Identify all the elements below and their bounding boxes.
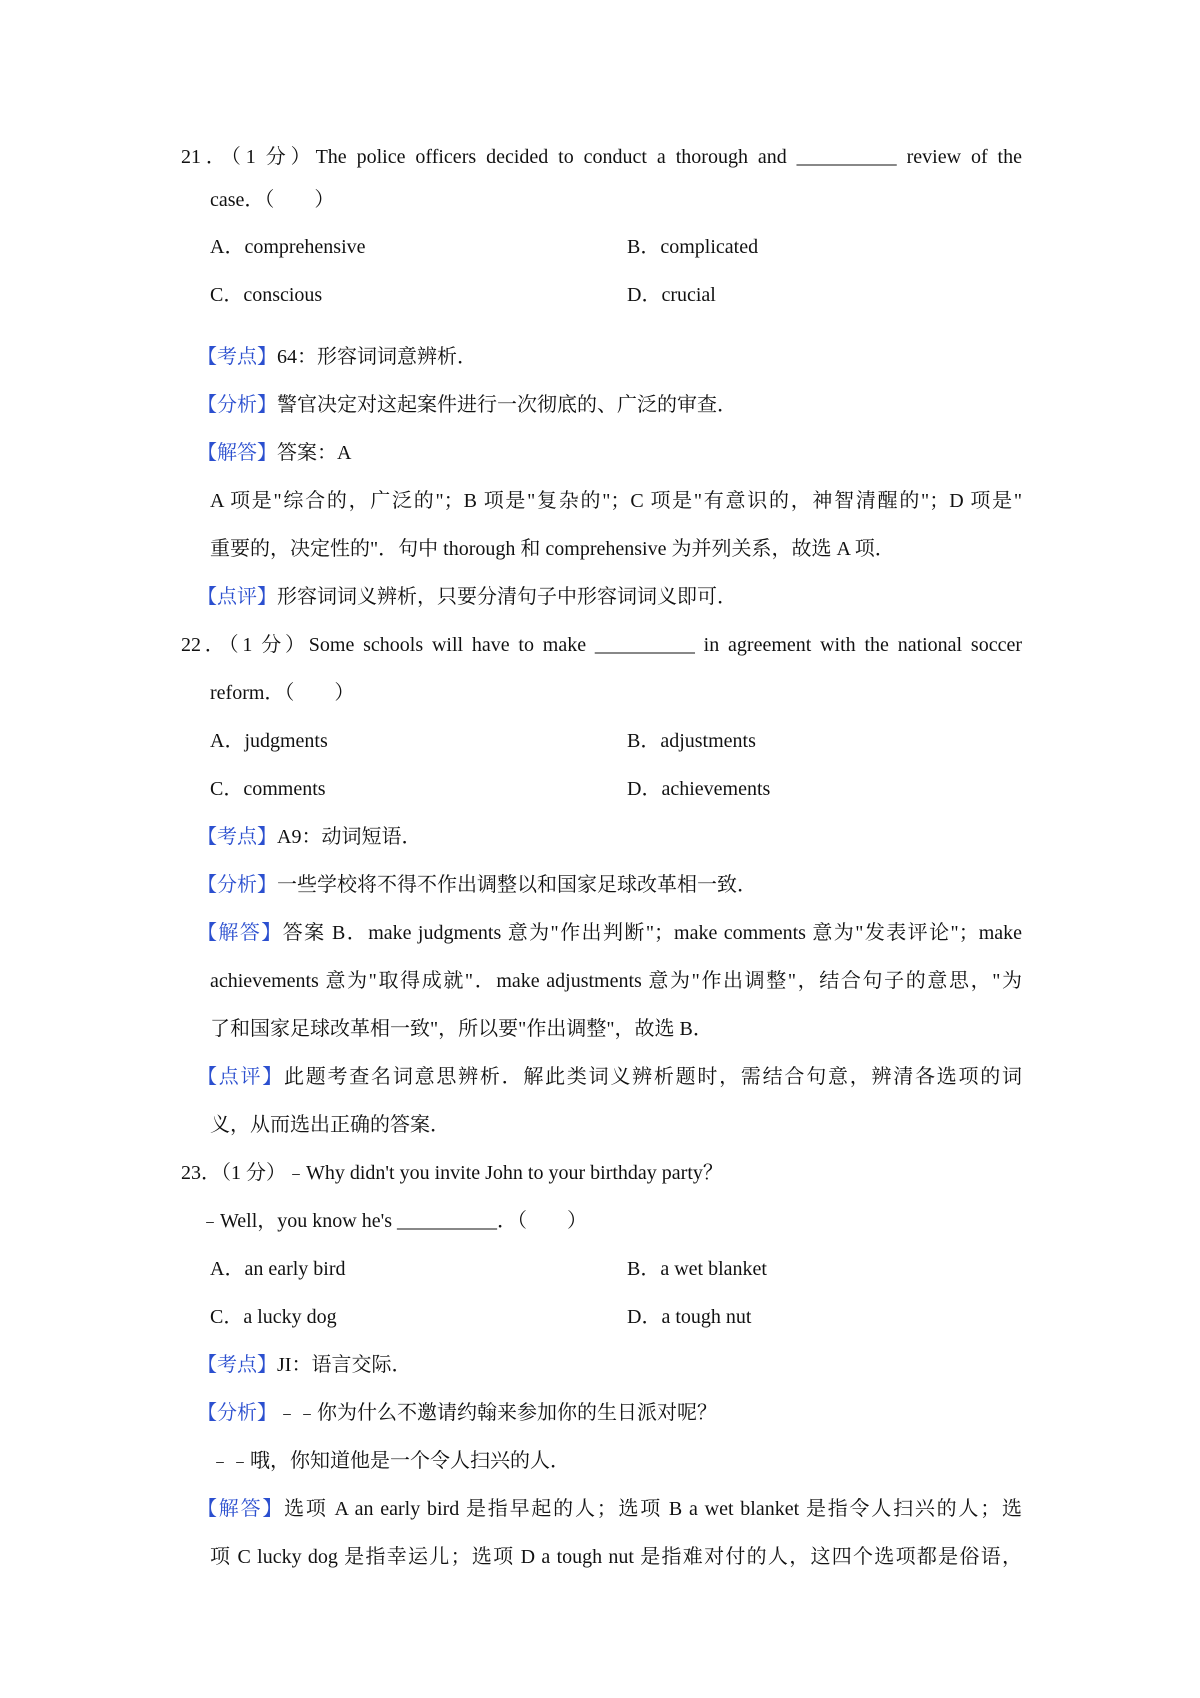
fenxi-text: ﹣﹣你为什么不邀请约翰来参加你的生日派对呢？ bbox=[277, 1402, 717, 1424]
question-22-jieda-line3: 了和国家足球改革相一致"，所以要"作出调整"，故选 B． bbox=[210, 1018, 713, 1040]
question-23-stem-line1: 23．（1 分）﹣Why didn't you invite John to your birthday party？ bbox=[181, 1162, 723, 1184]
question-21-stem-line2: case．（ ） bbox=[210, 189, 335, 211]
jieda-text: 答案 B．make judgments 意为"作出判断"；make comments 意为"发表评论"；make bbox=[282, 922, 1023, 944]
kaodian-text: 64：形容词词意辨析． bbox=[277, 346, 477, 368]
fenxi-tag: 【分析】 bbox=[197, 1402, 277, 1424]
question-21-option-d: D．crucial bbox=[627, 284, 716, 306]
kaodian-tag: 【考点】 bbox=[197, 346, 277, 368]
question-21-option-c: C．conscious bbox=[210, 284, 323, 306]
question-22-jieda-line1 bbox=[197, 919, 1022, 947]
question-22-stem-line1: 22．（1 分）Some schools will have to make __________ in agreement with the national soccer bbox=[181, 634, 1022, 656]
question-22-jieda-line2: achievements 意为"取得成就"．make adjustments 意为"作出调整"，结合句子的意思，"为 bbox=[210, 970, 1022, 992]
fenxi-tag: 【分析】 bbox=[197, 394, 277, 416]
question-23-option-a: A．an early bird bbox=[210, 1258, 346, 1280]
dianping-text: 形容词词义辨析，只要分清句子中形容词词义即可． bbox=[277, 586, 737, 608]
question-22-option-b: B．adjustments bbox=[627, 730, 756, 752]
question-23-fenxi-line2: ﹣﹣哦，你知道他是一个令人扫兴的人． bbox=[210, 1450, 570, 1472]
question-21-option-a: A．comprehensive bbox=[210, 236, 366, 258]
question-23-fenxi bbox=[197, 1399, 717, 1427]
question-21-jieda bbox=[197, 439, 351, 467]
question-23-jieda-line1 bbox=[197, 1495, 1022, 1523]
question-22-stem-line2: reform．（ ） bbox=[210, 682, 355, 704]
question-21-explain-line2: 重要的，决定性的"．句中 thorough 和 comprehensive 为并列关系，故选 A 项． bbox=[210, 538, 895, 560]
kaodian-text: JI：语言交际． bbox=[277, 1354, 412, 1376]
question-21-kaodian bbox=[197, 343, 477, 371]
question-22-option-a: A．judgments bbox=[210, 730, 328, 752]
question-23-option-b: B．a wet blanket bbox=[627, 1258, 767, 1280]
kaodian-text: A9：动词短语． bbox=[277, 826, 422, 848]
question-23-stem-line2: ﹣Well，you know he's __________．（ ） bbox=[200, 1210, 587, 1232]
jieda-tag: 【解答】 bbox=[197, 922, 283, 944]
kaodian-tag: 【考点】 bbox=[197, 1354, 277, 1376]
fenxi-text: 警官决定对这起案件进行一次彻底的、广泛的审查． bbox=[277, 394, 737, 416]
question-22-kaodian bbox=[197, 823, 421, 851]
question-23-option-d: D．a tough nut bbox=[627, 1306, 752, 1328]
jieda-text: 选项 A an early bird 是指早起的人；选项 B a wet blanket 是指令人扫兴的人；选 bbox=[284, 1498, 1022, 1520]
dianping-tag: 【点评】 bbox=[197, 1066, 285, 1088]
jieda-tag: 【解答】 bbox=[197, 442, 277, 464]
question-22-option-c: C．comments bbox=[210, 778, 326, 800]
question-21-stem-line1: 21．（1 分）The police officers decided to conduct a thorough and __________ review of the bbox=[181, 146, 1022, 168]
question-23-kaodian bbox=[197, 1351, 411, 1379]
question-21-explain-line1: A 项是"综合的，广泛的"；B 项是"复杂的"；C 项是"有意识的，神智清醒的"；D 项是" bbox=[210, 490, 1022, 512]
question-21-dianping bbox=[197, 583, 737, 611]
question-21-fenxi bbox=[197, 391, 737, 419]
dianping-text: 此题考查名词意思辨析．解此类词义辨析题时，需结合句意，辨清各选项的词 bbox=[284, 1066, 1023, 1088]
jieda-text: 答案：A bbox=[277, 442, 352, 464]
jieda-tag: 【解答】 bbox=[197, 1498, 285, 1520]
question-22-dianping-line2: 义，从而选出正确的答案． bbox=[210, 1114, 450, 1136]
question-23-option-c: C．a lucky dog bbox=[210, 1306, 337, 1328]
kaodian-tag: 【考点】 bbox=[197, 826, 277, 848]
dianping-tag: 【点评】 bbox=[197, 586, 277, 608]
question-22-fenxi bbox=[197, 871, 757, 899]
question-22-option-d: D．achievements bbox=[627, 778, 771, 800]
fenxi-tag: 【分析】 bbox=[197, 874, 277, 896]
question-23-jieda-line2: 项 C lucky dog 是指幸运儿；选项 D a tough nut 是指难对付的人，这四个选项都是俗语， bbox=[210, 1546, 1022, 1568]
question-21-option-b: B．complicated bbox=[627, 236, 759, 258]
question-22-dianping-line1 bbox=[197, 1063, 1022, 1091]
fenxi-text: 一些学校将不得不作出调整以和国家足球改革相一致． bbox=[277, 874, 757, 896]
